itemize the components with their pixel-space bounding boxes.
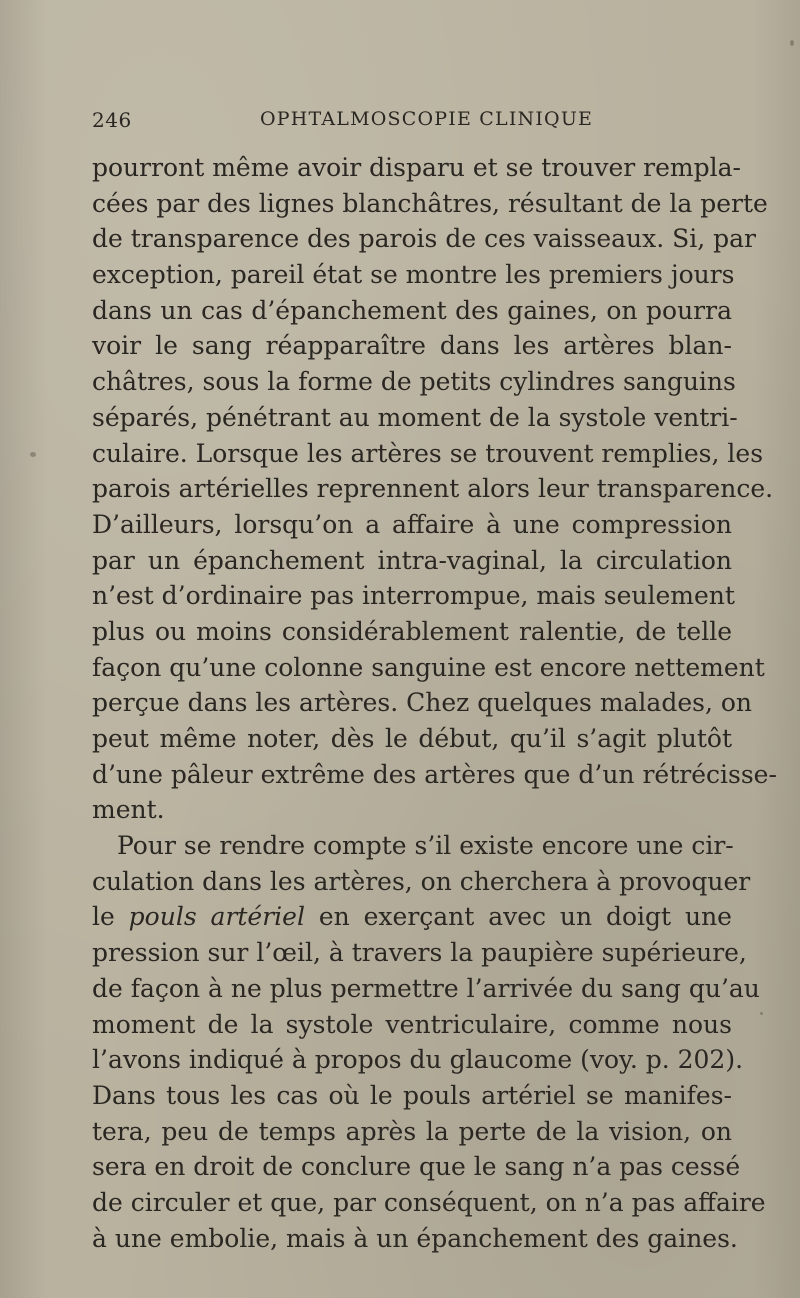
text-line: exception, pareil état se montre les premiers jours bbox=[92, 260, 735, 290]
text-line: de transparence des parois de ces vaisseaux. Si, par bbox=[92, 224, 757, 254]
text-line: dans un cas d’épanchement des gaines, on pourra bbox=[92, 295, 732, 325]
text-line: de circuler et que, par conséquent, on n’a pas affaire bbox=[92, 1187, 766, 1217]
text-line: Dans tous les cas où le pouls artériel se manifes- bbox=[92, 1080, 732, 1110]
text-line: culaire. Lorsque les artères se trouvent remplies, les bbox=[92, 438, 764, 468]
text-line: perçue dans les artères. Chez quelques malades, on bbox=[92, 688, 753, 718]
text-line-with-emphasis bbox=[92, 899, 732, 935]
text-line: parois artérielles reprennent alors leur transparence. bbox=[92, 474, 774, 504]
text-line: n’est d’ordinaire pas interrompue, mais seulement bbox=[92, 581, 735, 611]
text-line: Pour se rendre compte s’il existe encore une cir- bbox=[117, 831, 734, 861]
text-line: voir le sang réapparaître dans les artères blan- bbox=[92, 331, 732, 361]
paper-speck bbox=[790, 40, 794, 46]
text-line: peut même noter, dès le début, qu’il s’agit plutôt bbox=[92, 724, 732, 753]
paper-speck bbox=[760, 1012, 763, 1015]
text-line: culation dans les artères, on cherchera à provoquer bbox=[92, 866, 751, 896]
page-number: 246 bbox=[92, 108, 132, 132]
page-header bbox=[92, 108, 732, 138]
text-line: moment de la systole ventriculaire, comme nous bbox=[92, 1009, 732, 1039]
emphasized-term: pouls artériel bbox=[128, 902, 305, 932]
text-line: façon qu’une colonne sanguine est encore nettement bbox=[92, 652, 765, 682]
text-line: ment. bbox=[92, 795, 165, 825]
text-run: en exerçant avec un doigt une bbox=[304, 902, 732, 932]
text-line: D’ailleurs, lorsqu’on a affaire à une compression bbox=[92, 509, 732, 539]
text-line: châtres, sous la forme de petits cylindres sanguins bbox=[92, 367, 736, 397]
text-line: d’une pâleur extrême des artères que d’un rétrécisse- bbox=[92, 759, 777, 789]
text-line: pression sur l’œil, à travers la paupière supérieure, bbox=[92, 938, 747, 968]
text-line: l’avons indiqué à propos du glaucome (voy. p. 202). bbox=[92, 1045, 744, 1075]
text-line: pourront même avoir disparu et se trouver rempla- bbox=[92, 153, 741, 182]
paragraph-2 bbox=[92, 828, 766, 1256]
text-line: sera en droit de conclure que le sang n’a pas cessé bbox=[92, 1152, 741, 1182]
text-line: de façon à ne plus permettre l’arrivée du sang qu’au bbox=[92, 973, 760, 1003]
body-text bbox=[92, 150, 777, 1256]
paper-speck bbox=[30, 452, 36, 457]
text-line: plus ou moins considérablement ralentie, de telle bbox=[92, 616, 732, 646]
text-line: séparés, pénétrant au moment de la systole ventri- bbox=[92, 402, 738, 432]
running-head: OPHTALMOSCOPIE CLINIQUE bbox=[260, 108, 594, 130]
paragraph-1 bbox=[92, 150, 777, 828]
text-line: tera, peu de temps après la perte de la vision, on bbox=[92, 1116, 732, 1146]
text-run: le bbox=[92, 902, 129, 932]
text-line: à une embolie, mais à un épanchement des gaines. bbox=[92, 1223, 738, 1253]
text-line: par un épanchement intra-vaginal, la circulation bbox=[92, 545, 732, 575]
text-line: cées par des lignes blanchâtres, résultant de la perte bbox=[92, 188, 768, 218]
